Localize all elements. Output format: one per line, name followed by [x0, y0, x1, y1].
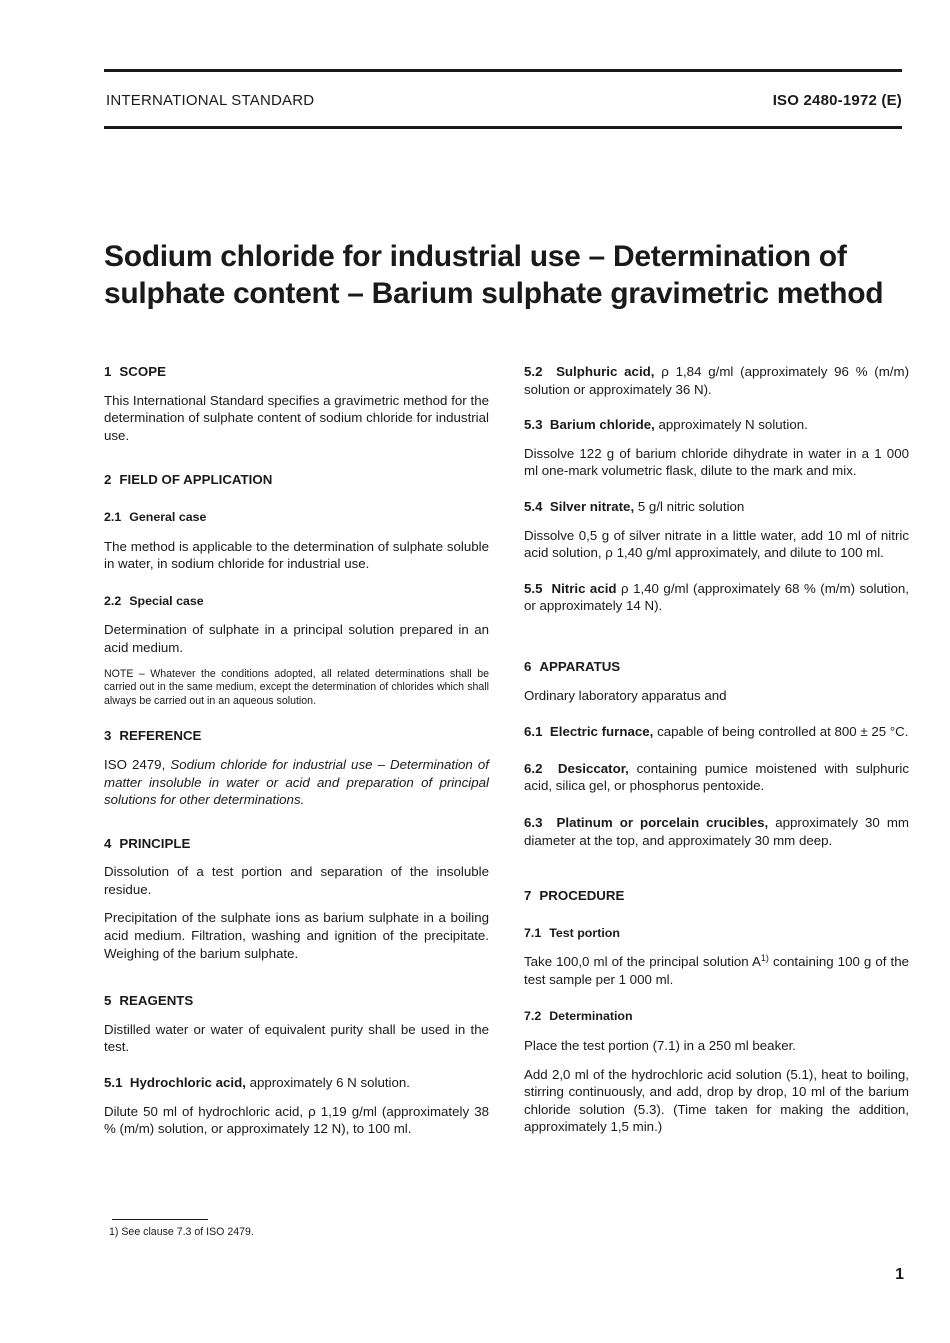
section-1-heading: 1 SCOPE — [104, 364, 166, 379]
section-5-5-text: 5.5 Nitric acid ρ 1,40 g/ml (approximately 68 % (m/m) solution, or approximately 14 N). — [524, 580, 909, 614]
section-4-heading: 4 PRINCIPLE — [104, 835, 191, 851]
section-5-4-text: Dissolve 0,5 g of silver nitrate in a little water, add 10 ml of nitric acid solution, ρ 1,40 g/ml approximately, and dilute to 100 ml. — [524, 527, 909, 561]
section-6-heading: 6 APPARATUS — [524, 658, 621, 674]
section-6-text: Ordinary laboratory apparatus and — [524, 687, 727, 703]
header-standard-type: INTERNATIONAL STANDARD — [106, 92, 315, 109]
right-column — [524, 363, 909, 1136]
footnote-marker: 1) — [760, 953, 769, 964]
header-standard-number: ISO 2480-1972 (E) — [772, 92, 902, 109]
section-7-1-text: Take 100,0 ml of the principal solution $A^{1)}$ containing 100 g of the test sample per 1 000 ml. — [524, 953, 910, 987]
section-2-2-heading: 2.2 Special case — [104, 593, 204, 608]
title-line-2: sulphate content – Barium sulphate gravimetric method — [104, 277, 884, 310]
section-6-3-text: 6.3 Platinum or porcelain crucibles, approximately 30 mm diameter at the top, and approximately 30 mm deep. — [524, 814, 909, 848]
section-2-1-text: The method is applicable to the determination of sulphate soluble in water, in sodium chloride for industrial use. — [104, 538, 489, 572]
section-4-text-2: Precipitation of the sulphate ions as barium sulphate in a boiling acid medium. Filtration, washing and ignition of the precipitate. Weighing of the barium sulphate. — [104, 910, 489, 961]
section-5-3-heading: 5.3 Barium chloride, approximately N solution. — [524, 417, 808, 433]
section-1-text: This International Standard specifies a gravimetric method for the determination of sulphate content of sodium chloride for industrial use. — [104, 392, 489, 443]
section-3-reference: ISO 2479, Sodium chloride for industrial use – Determination of matter insoluble in water or acid and preparation of principal solutions for other determinations. — [104, 756, 489, 808]
section-2-heading: 2 FIELD OF APPLICATION — [104, 472, 273, 488]
section-5-text: Distilled water or water of equivalent purity shall be used in the test. — [104, 1021, 489, 1055]
left-column — [104, 363, 489, 1138]
section-2-1-heading: 2.1 General case — [104, 509, 207, 524]
section-5-1-text: Dilute 50 ml of hydrochloric acid, ρ 1,19 g/ml (approximately 38 % (m/m) solution, or approximately 12 N), to 100 ml. — [104, 1103, 489, 1137]
document-title — [104, 238, 904, 312]
section-5-heading: 5 REAGENTS — [104, 993, 194, 1009]
section-5-3-text: Dissolve 122 g of barium chloride dihydrate in water in a 1 000 ml one-mark volumetric flask, dilute to the mark and mix. — [524, 445, 909, 479]
section-7-2-text-1: Place the test portion (7.1) in a 250 ml beaker. — [524, 1038, 797, 1054]
section-7-1-heading: 7.1 Test portion — [524, 925, 620, 940]
section-4-text-1: Dissolution of a test portion and separation of the insoluble residue. — [104, 864, 489, 897]
section-5-1-heading: 5.1 Hydrochloric acid, approximately 6 N solution. — [104, 1075, 410, 1091]
footnote-rule — [112, 1219, 208, 1220]
section-3-heading: 3 REFERENCE — [104, 728, 202, 744]
section-5-2-text: 5.2 Sulphuric acid, ρ 1,84 g/ml (approximately 96 % (m/m) solution or approximately 36 N). — [524, 364, 910, 397]
header-top-rule — [104, 69, 902, 72]
header-bottom-rule — [104, 126, 902, 129]
page-number: 1 — [895, 1266, 904, 1283]
section-6-2-text: 6.2 Desiccator, containing pumice moistened with sulphuric acid, silica gel, or phosphorus pentoxide. — [524, 760, 910, 794]
section-6-1-text: 6.1 Electric furnace, capable of being controlled at 800 ± 25 °C. — [524, 724, 909, 740]
section-7-2-heading: 7.2 Determination — [524, 1009, 633, 1024]
section-2-note: NOTE – Whatever the conditions adopted, all related determinations shall be carried out in the same medium, except the determination of chlorides which shall always be carried out in an aqueous solution. — [104, 667, 489, 707]
footnote: 1) See clause 7.3 of ISO 2479. — [109, 1226, 254, 1238]
section-5-4-heading: 5.4 Silver nitrate, 5 g/l nitric solution — [524, 498, 745, 514]
section-7-2-text-2: Add 2,0 ml of the hydrochloric acid solution (5.1), heat to boiling, stirring continuously, and add, drop by drop, 10 ml of the barium chloride solution (5.3). (Time taken for making the addition, approximately 1,5 min.) — [524, 1066, 909, 1135]
title-line-1: Sodium chloride for industrial use – Determination of — [104, 240, 847, 273]
section-7-heading: 7 PROCEDURE — [524, 888, 625, 904]
section-2-2-text: Determination of sulphate in a principal solution prepared in an acid medium. — [104, 622, 489, 655]
